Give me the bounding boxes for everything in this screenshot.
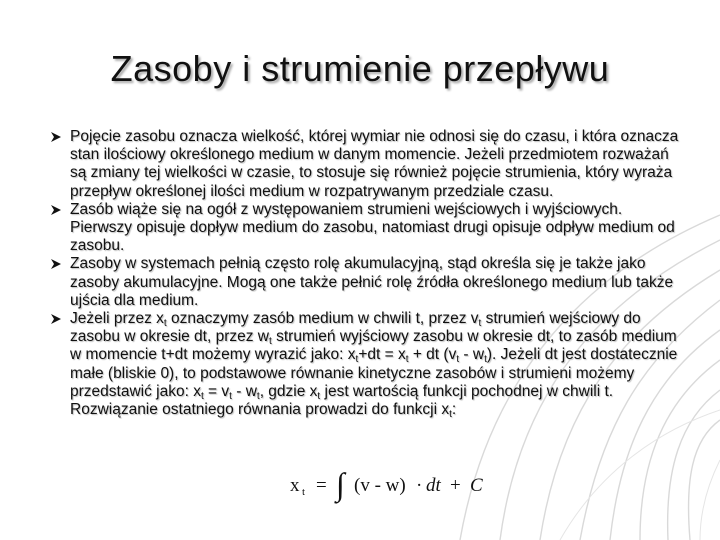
arrow-bullet-icon bbox=[50, 313, 62, 325]
arrow-bullet-icon bbox=[50, 204, 62, 216]
formula-lhs-subscript: t bbox=[302, 486, 306, 498]
bullet-item bbox=[50, 201, 680, 256]
bullet-item bbox=[50, 128, 680, 201]
bullet-text: Pojęcie zasobu oznacza wielkość, której wymiar nie odnosi się do czasu, i która oznacza stan ilościowy określonego medium w danym momencie. Jeżeli przedmiotem rozważań są zmiany tej wielkości w czasie, to stosuje się również pojęcie strumienia, który wyraża przepływ określonej ilości medium w rozpatrywanym przedziale czasu. bbox=[70, 128, 679, 200]
formula-lhs: x bbox=[290, 475, 300, 496]
integral-formula bbox=[288, 464, 508, 504]
formula-constant: C bbox=[470, 475, 483, 496]
formula-dt: dt bbox=[426, 475, 441, 496]
bullet-text: Jeżeli przez $x_t$ oznaczymy zasób medium w chwili t, przez $v_t$ strumień wejściowy do zasobu w okresie dt, przez $w_t$ strumień wyjściowy zasobu w okresie dt, to zasób medium w momencie t+dt możemy wyrazić jako: $x_t+dt = x_t$ + dt $(v_t - w_t)$. Jeżeli dt jest dostatecznie małe (bliskie 0), to podstawowe równanie kinetyczne zasobów i strumieni możemy przedstawić jako: $x_t = v_t - w_t$, gdzie $x_t$ jest wartością funkcji pochodnej w chwili t. Rozwiązanie ostatniego równania prowadzi do funkcji $x_t$: bbox=[70, 310, 678, 421]
arrow-bullet-icon bbox=[50, 258, 62, 270]
formula-plus: + bbox=[450, 475, 461, 496]
integral-sign: ∫ bbox=[336, 466, 345, 502]
bullet-text: Zasoby w systemach pełnią często rolę akumulacyjną, stąd określa się je także jako zasoby akumulacyjne. Mogą one także pełnić rolę źródła określonego medium lub także ujścia dla medium. bbox=[70, 255, 674, 309]
bullet-list bbox=[50, 128, 680, 419]
formula-equals: = bbox=[316, 475, 327, 496]
slide-title: Zasoby i strumienie przepływu bbox=[110, 48, 610, 89]
bullet-item bbox=[50, 255, 680, 310]
bullet-item bbox=[50, 310, 680, 419]
formula-integrand: (v - w) bbox=[354, 475, 406, 496]
bullet-text: Zasób wiąże się na ogół z występowaniem strumieni wejściowych i wyjściowych. Pierwszy opisuje dopływ medium do zasobu, natomiast drugi opisuje odpływ medium od zasobu. bbox=[70, 200, 675, 255]
arrow-bullet-icon bbox=[50, 131, 62, 143]
formula-dot: · bbox=[416, 475, 423, 496]
